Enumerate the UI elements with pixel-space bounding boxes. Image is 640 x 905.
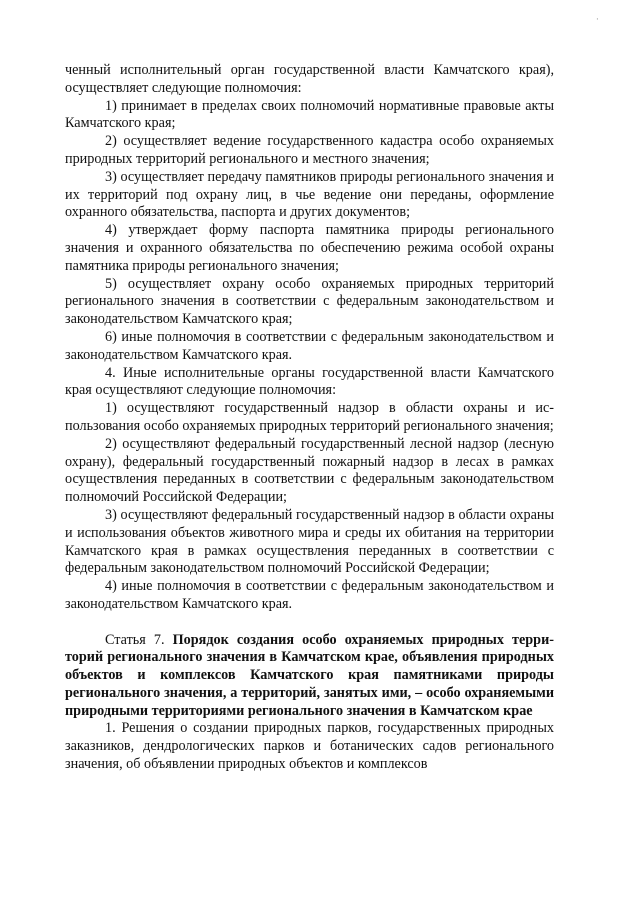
- corner-mark: ·: [596, 15, 599, 25]
- paragraph: 4) иные полномочия в соответствии с федеральным законодательством и законодательством Камчатского края.: [65, 578, 554, 612]
- document-body: [65, 62, 554, 774]
- paragraph: 4) утверждает форму паспорта памятника природы регионального значения и охранного обязательства по обеспечению режима особой охраны памятника природы регионального значения;: [65, 222, 554, 274]
- paragraph: 5) осуществляет охрану особо охраняемых природных территорий регионального значения в соответствии с федеральным законодательством и законодательством Камчатского края;: [65, 275, 554, 328]
- paragraph: 1) принимает в пределах своих полномочий нормативные правовые акты Камчатского края;: [65, 97, 554, 132]
- paragraph: 1. Решения о создании природных парков, государственных природных заказников, дендрологических парков и ботанических садов регионального значения, об объявлении природных объектов и комплексов: [65, 720, 554, 773]
- paragraph: 3) осуществляют федеральный государственный надзор в области охраны и использования объектов животного мира и среды их обитания на территории Камчатского края в рамках осуществления переданных в соответствии с федеральным законодательством полномочий Российской Федерации;: [65, 506, 554, 577]
- article-heading: [65, 632, 554, 721]
- article-label: Статья 7.: [105, 631, 173, 648]
- paragraph: 3) осуществляет передачу памятников природы регионального значения и их территорий под охрану лиц, в чье ведение они переданы, оформление охранного обязательства, паспорта и других документов;: [65, 168, 554, 221]
- paragraph: ченный исполнительный орган государственной власти Камчатского края), осуществляет следующие полномочия:: [65, 62, 554, 96]
- paragraph: 2) осуществляют федеральный государственный лесной надзор (лесную охрану), федеральный государственный пожарный надзор в лесах в рамках осуществления переданных в соответствии с федеральным законодательством полномочий Российской Федерации;: [65, 435, 554, 506]
- paragraph: 1) осуществляют государственный надзор в области охраны и использования особо охраняемых природных территорий регионального значения;: [65, 400, 554, 434]
- paragraph: 4. Иные исполнительные органы государственной власти Камчатского края осуществляют следующие полномочия:: [65, 364, 554, 399]
- article-title: Порядок создания особо охраняемых природных территорий регионального значения в Камчатском крае, объявления природных объектов и комплексов Камчатского края памятниками природы регионального значения, а территорий, занятых ими, – особо охраняемыми природными территориями регионального значения в Камчатском крае: [65, 631, 554, 719]
- paragraph: 2) осуществляет ведение государственного кадастра особо охраняемых природных территорий регионального и местного значения;: [65, 133, 554, 167]
- paragraph: 6) иные полномочия в соответствии с федеральным законодательством и законодательством Камчатского края.: [65, 328, 554, 363]
